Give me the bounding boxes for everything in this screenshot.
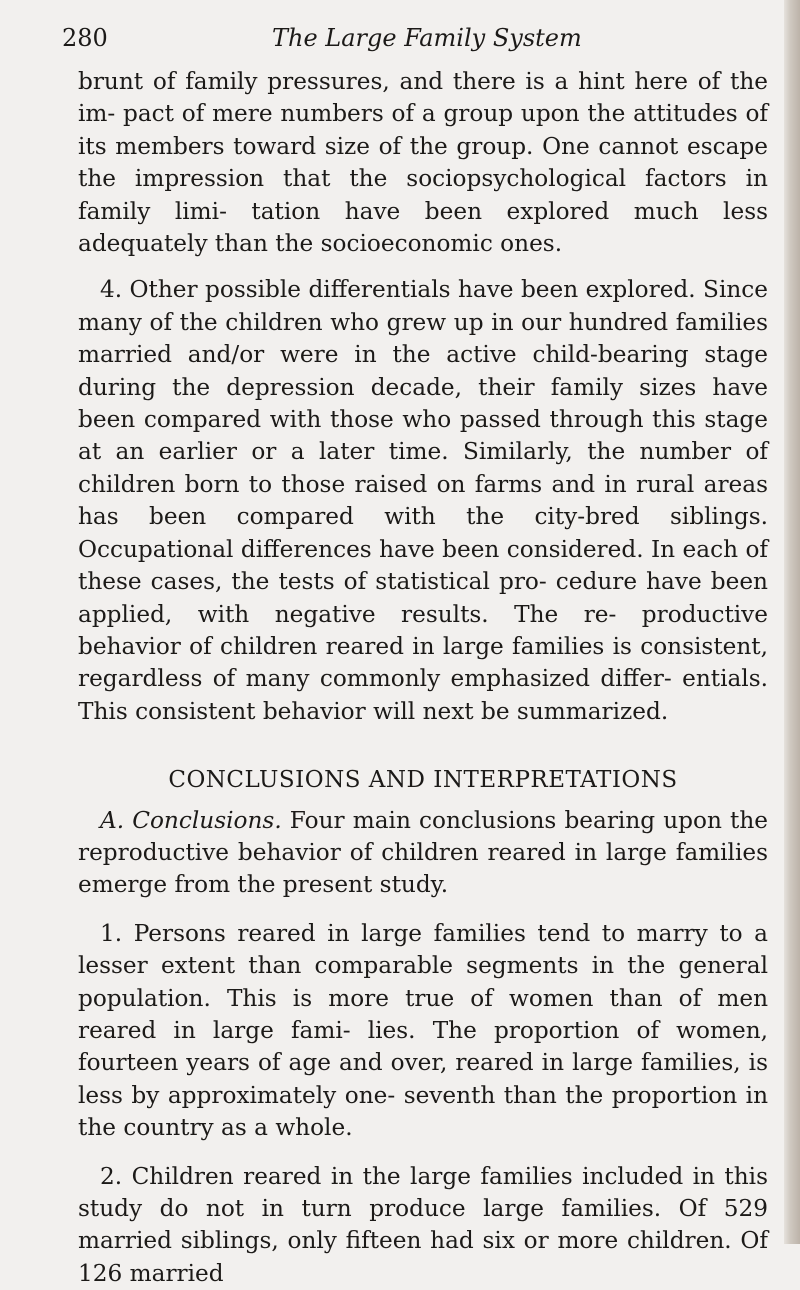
page-number: 280 <box>62 24 108 52</box>
page-header <box>62 24 752 64</box>
page-edge-shadow <box>784 0 800 1244</box>
paragraph-continuation: brunt of family pressures, and there is a hint here of the im- pact of mere numbers of a group upon the attitudes of its members toward size of the group. One cannot escape the impression that the sociopsychological factors in family limi- tation have been explored much less adequately than the socioeconomic ones. <box>78 68 768 258</box>
running-title: The Large Family System <box>272 24 582 52</box>
paragraph-item-4: 4. Other possible differentials have been explored. Since many of the children who grew up in our hundred families married and/or were in the active child-bearing stage during the depression decade, their family sizes have been compared with those who passed through this stage at an earlier or a later time. Similarly, the number of children born to those raised on farms and in rural areas has been compared with the city-bred siblings. Occupational differences have been considered. In each of these cases, the tests of statistical pro- cedure have been applied, with negative results. The re- productive behavior of children reared in large families is consistent, regardless of many commonly emphasized differ- entials. This consistent behavior will next be summarized. <box>78 276 768 725</box>
paragraph-conclusions-intro <box>78 805 768 902</box>
run-in-heading: A. Conclusions. <box>100 806 282 834</box>
paragraph-conclusion-1: 1. Persons reared in large families tend to marry to a lesser extent than comparable segments in the general population. This is more true of women than of men reared in large fami- lies. The proportion of women, fourteen years of age and over, reared in large families, is less by approximately one- seventh than the proportion in the country as a whole. <box>78 919 768 1142</box>
section-heading: CONCLUSIONS AND INTERPRETATIONS <box>168 767 678 794</box>
paragraph-conclusions-text: Four main conclusions bearing upon the reproductive behavior of children reared in large families emerge from the present study. <box>78 806 768 899</box>
paragraph-conclusion-2: 2. Children reared in the large families included in this study do not in turn produce large families. Of 529 married siblings, only fifteen had six or more children. Of 126 married <box>78 1162 768 1287</box>
page-body <box>78 66 768 1290</box>
